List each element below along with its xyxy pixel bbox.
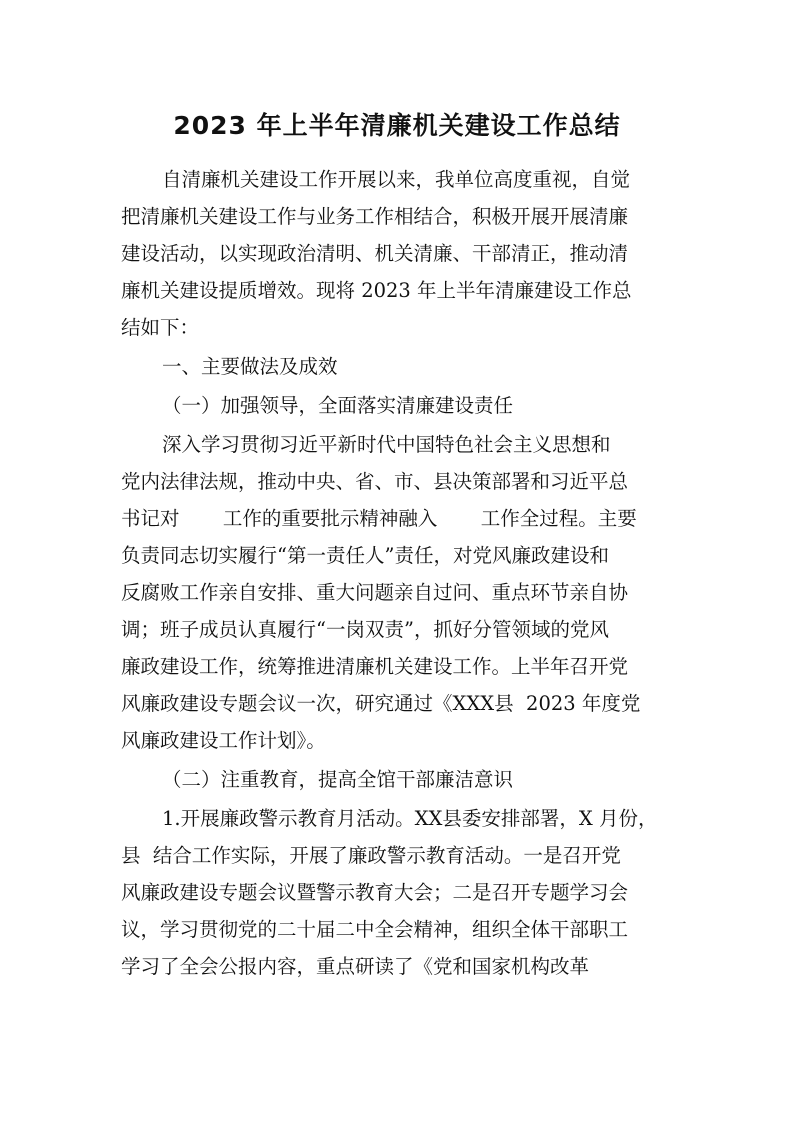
- paragraph-line: 议，学习贯彻党的二十届二中全会精神，组织全体干部职工: [121, 918, 629, 941]
- paragraph-line: 深入学习贯彻习近平新时代中国特色社会主义思想和: [162, 433, 611, 456]
- paragraph-line: 结如下：: [121, 316, 200, 339]
- subsection-heading: （二）注重教育，提高全馆干部廉洁意识: [162, 768, 514, 791]
- paragraph-line: 1.开展廉政警示教育月活动。XX县委安排部署，X 月份，: [162, 807, 658, 830]
- paragraph-line: 县 结合工作实际，开展了廉政警示教育活动。一是召开党: [121, 844, 621, 867]
- paragraph-line: 廉机关建设提质增效。现将 2023 年上半年清廉建设工作总: [121, 279, 632, 302]
- paragraph-line: 学习了全会公报内容，重点研读了《党和国家机构改革: [121, 955, 590, 978]
- paragraph-line: 反腐败工作亲自安排、重大问题亲自过问、重点环节亲自协: [121, 581, 629, 604]
- paragraph-line: 负责同志切实履行“第一责任人”责任，对党风廉政建设和: [121, 544, 609, 567]
- subsection-heading: （一）加强领导，全面落实清廉建设责任: [162, 394, 514, 417]
- section-heading: 一、主要做法及成效: [162, 355, 338, 378]
- paragraph-line: 建设活动，以实现政治清明、机关清廉、干部清正，推动清: [121, 242, 629, 265]
- paragraph-line: 风廉政建设工作计划》。: [121, 729, 326, 752]
- paragraph-line: 廉政建设工作，统筹推进清廉机关建设工作。上半年召开党: [121, 655, 629, 678]
- paragraph-line: 书记对 工作的重要批示精神融入 工作全过程。主要: [121, 507, 637, 530]
- document-title: 2023 年上半年清廉机关建设工作总结: [173, 111, 621, 140]
- paragraph-line: 风廉政建设专题会议一次，研究通过《XXX县 2023 年度党: [121, 692, 641, 715]
- paragraph-line: 自清廉机关建设工作开展以来，我单位高度重视，自觉: [162, 168, 631, 191]
- paragraph-line: 党内法律法规，推动中央、省、市、县决策部署和习近平总: [121, 470, 629, 493]
- paragraph-line: 把清廉机关建设工作与业务工作相结合，积极开展开展清廉: [121, 205, 629, 228]
- paragraph-line: 调；班子成员认真履行“一岗双责”，抓好分管领域的党风: [121, 618, 609, 641]
- paragraph-line: 风廉政建设专题会议暨警示教育大会；二是召开专题学习会: [121, 881, 629, 904]
